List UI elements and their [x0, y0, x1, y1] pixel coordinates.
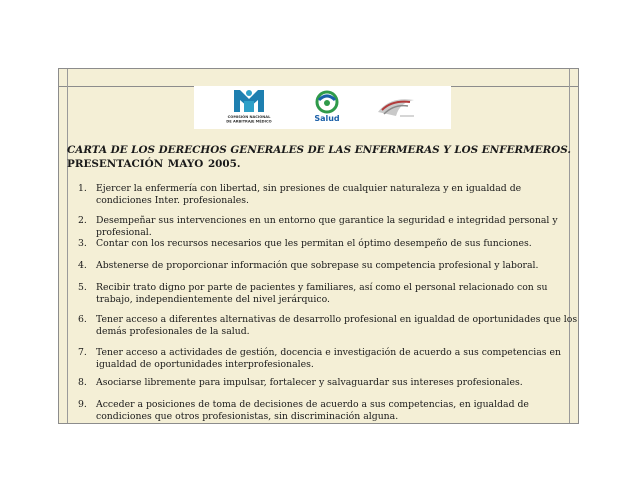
list-item-text: Tener acceso a diferentes alternativas de desarrollo profesional en igualdad de oportunidades que los demás profesionales de la salud. — [96, 314, 578, 337]
list-item — [78, 183, 578, 207]
list-item-text: Abstenerse de proporcionar información que sobrepase su competencia profesional y laboral. — [96, 260, 539, 271]
list-item-text: Recibir trato digno por parte de pacientes y familiares, así como el personal relacionado con su trabajo, independientemente del nivel jerárquico. — [96, 282, 548, 305]
list-item-number: 2. — [78, 215, 87, 226]
salud-logo-text: Salud — [314, 114, 340, 123]
left-margin-rule — [67, 69, 68, 423]
list-item-text: Tener acceso a actividades de gestión, docencia e investigación de acuerdo a sus competencias en igualdad de oportunidades interprofesionales. — [96, 347, 561, 370]
logo-banner — [194, 86, 451, 129]
list-item-number: 9. — [78, 399, 87, 410]
document-title: CARTA DE LOS DERECHOS GENERALES DE LAS ENFERMERAS Y LOS ENFERMEROS. — [67, 144, 572, 156]
list-item-number: 4. — [78, 260, 87, 271]
list-item-number: 1. — [78, 183, 87, 194]
conamed-logo-text-line2: DE ARBITRAJE MÉDICO — [226, 119, 272, 124]
list-item — [78, 238, 578, 250]
salud-logo — [311, 90, 343, 124]
list-item — [78, 314, 578, 338]
comision-nacional-arbitraje-medico-logo — [224, 88, 274, 128]
list-item — [78, 260, 578, 272]
list-item-text: Desempeñar sus intervenciones en un entorno que garantice la seguridad e integridad personal y profesional. — [96, 215, 558, 238]
list-item-number: 3. — [78, 238, 87, 249]
list-item-number: 6. — [78, 314, 87, 325]
conamed-logo-text-line1: COMISIÓN NACIONAL — [227, 115, 271, 119]
top-strip — [59, 69, 578, 87]
document-subtitle: PRESENTACIÓN MAYO 2005. — [67, 158, 241, 170]
list-item — [78, 282, 578, 306]
institution-seal-logo — [374, 94, 418, 122]
list-item-number: 5. — [78, 282, 87, 293]
list-item — [78, 215, 578, 239]
list-item-text: Contar con los recursos necesarios que les permitan el óptimo desempeño de sus funciones. — [96, 238, 532, 249]
list-item — [78, 347, 578, 371]
list-item — [78, 399, 578, 423]
list-item-text: Acceder a posiciones de toma de decisiones de acuerdo a sus competencias, en igualdad de condiciones que otros profesionistas, sin discriminación alguna. — [96, 399, 529, 422]
list-item-number: 7. — [78, 347, 87, 358]
list-item-text: Asociarse libremente para impulsar, fortalecer y salvaguardar sus intereses profesionales. — [96, 377, 523, 388]
list-item — [78, 377, 578, 389]
list-item-number: 8. — [78, 377, 87, 388]
list-item-text: Ejercer la enfermería con libertad, sin presiones de cualquier naturaleza y en igualdad de condiciones Inter. profesionales. — [96, 183, 522, 206]
